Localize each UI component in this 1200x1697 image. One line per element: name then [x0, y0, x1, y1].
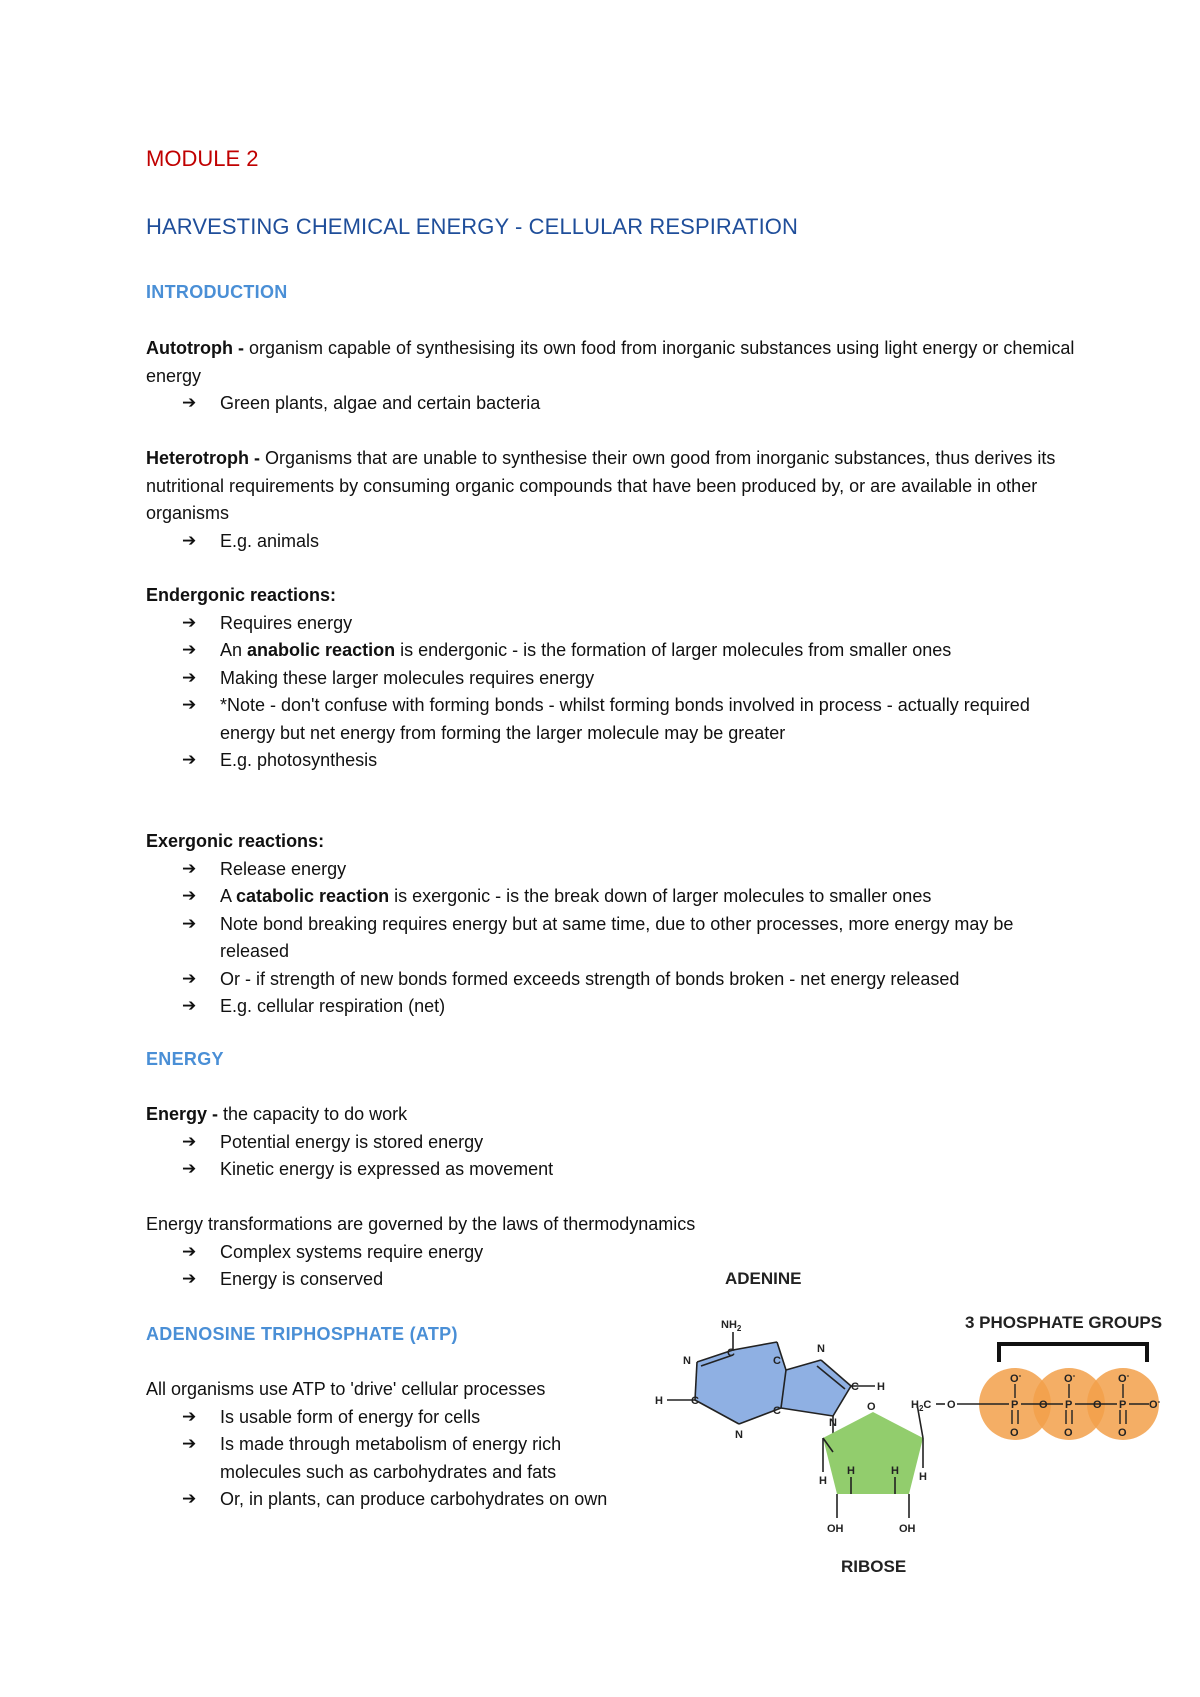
svg-text:O: O	[1064, 1427, 1073, 1439]
arrow-icon: ➔	[182, 667, 197, 688]
list-item: ➔ An anabolic reaction is endergonic - is the formation of larger molecules from smaller ones	[182, 637, 1086, 665]
list-item: ➔ Is made through metabolism of energy rich molecules such as carbohydrates and fats	[182, 1431, 646, 1486]
atp-list	[146, 1404, 646, 1514]
autotroph-text: organism capable of synthesising its own food from inorganic substances using light energy or chemical energy	[146, 338, 1075, 386]
svg-text:N: N	[683, 1355, 691, 1367]
list-item: ➔ Energy is conserved	[182, 1266, 1086, 1294]
list-item: ➔ Kinetic energy is expressed as movement	[182, 1156, 1086, 1184]
list-item: ➔ E.g. animals	[182, 528, 1086, 556]
endergonic-list	[146, 610, 1086, 775]
arrow-icon: ➔	[182, 913, 197, 934]
energy-types-list	[146, 1129, 1086, 1184]
arrow-icon: ➔	[182, 1269, 197, 1289]
arrow-icon: ➔	[182, 996, 197, 1016]
arrow-icon: ➔	[182, 640, 197, 660]
list-item: ➔ Making these larger molecules requires energy	[182, 665, 1086, 693]
arrow-icon: ➔	[182, 1434, 197, 1454]
thermodynamics-text: Energy transformations are governed by the laws of thermodynamics	[146, 1214, 696, 1234]
svg-text:NH2: $NH_2$	[721, 1319, 742, 1333]
heterotroph-block	[146, 445, 1086, 555]
atp-heading: ADENOSINE TRIPHOSPHATE (ATP)	[146, 1324, 458, 1344]
arrow-icon: ➔	[182, 530, 197, 551]
list-item: ➔ Or - if strength of new bonds formed exceeds strength of bonds broken - net energy released	[182, 966, 1086, 994]
list-item: ➔ A catabolic reaction is exergonic - is the break down of larger molecules to smaller ones	[182, 883, 1086, 911]
list-item: ➔ Is usable form of energy for cells	[182, 1404, 646, 1432]
ribose-label: RIBOSE	[841, 1557, 907, 1576]
phosphate-bracket	[999, 1344, 1147, 1362]
svg-text:N: N	[735, 1429, 743, 1441]
svg-text:P: P	[1011, 1399, 1019, 1411]
svg-text:P: P	[1119, 1399, 1127, 1411]
list-item: ➔ Potential energy is stored energy	[182, 1129, 1086, 1157]
arrow-icon: ➔	[182, 1131, 197, 1152]
arrow-icon: ➔	[182, 1241, 197, 1262]
list-item: ➔ Release energy	[182, 856, 1086, 884]
autotroph-block	[146, 335, 1086, 418]
endergonic-heading: Endergonic reactions:	[146, 585, 337, 605]
heterotroph-text: Organisms that are unable to synthesise their own good from inorganic substances, thus derives its nutritional requirements by consuming organic compounds that have been produced by, or are available in other organisms	[146, 448, 1056, 523]
svg-text:O-: O-	[1064, 1371, 1076, 1385]
arrow-icon: ➔	[182, 968, 197, 989]
catabolic-term: catabolic reaction	[236, 886, 390, 906]
svg-text:H: H	[655, 1395, 663, 1407]
module-heading: MODULE 2	[146, 146, 259, 171]
svg-text:H: H	[819, 1475, 827, 1487]
autotroph-definition	[146, 335, 1086, 390]
phosphate-groups-label: 3 PHOSPHATE GROUPS	[965, 1313, 1163, 1332]
svg-text:O: O	[947, 1399, 956, 1411]
svg-text:O-: O-	[1118, 1371, 1130, 1385]
svg-text:O-: O-	[1149, 1397, 1161, 1411]
arrow-icon: ➔	[182, 612, 197, 633]
adenine-label: ADENINE	[725, 1269, 802, 1288]
list-item: ➔ E.g. cellular respiration (net)	[182, 993, 1086, 1021]
endergonic-block	[146, 582, 1086, 775]
list-item: ➔ Green plants, algae and certain bacteria	[182, 390, 1086, 418]
svg-text:H: H	[847, 1465, 855, 1477]
arrow-icon: ➔	[182, 1159, 197, 1179]
heterotroph-term: Heterotroph -	[146, 448, 260, 468]
list-item: ➔ Or, in plants, can produce carbohydrates on own	[182, 1486, 646, 1514]
ribose-ring	[823, 1412, 923, 1494]
svg-text:OH: OH	[827, 1523, 844, 1535]
svg-text:H: H	[919, 1471, 927, 1483]
energy-term: Energy -	[146, 1104, 224, 1124]
energy-section	[146, 1049, 1086, 1070]
arrow-icon: ➔	[182, 858, 197, 879]
energy-definition: Energy - the capacity to do work	[146, 1104, 408, 1124]
list-item: ➔ *Note - don't confuse with forming bonds - whilst forming bonds involved in process - actually required energy but net energy from forming the larger molecule may be greater	[182, 692, 1086, 747]
energy-heading: ENERGY	[146, 1049, 224, 1069]
introduction-heading: INTRODUCTION	[146, 282, 288, 302]
autotroph-examples	[146, 390, 1086, 418]
svg-text:C: C	[773, 1355, 781, 1367]
heterotroph-examples	[146, 528, 1086, 556]
atp-structure-diagram	[655, 1262, 1175, 1580]
arrow-icon: ➔	[182, 1406, 197, 1427]
svg-text:O: O	[1039, 1399, 1048, 1411]
atp-block	[146, 1376, 646, 1514]
arrow-icon: ➔	[182, 750, 197, 770]
svg-text:N: N	[817, 1343, 825, 1355]
svg-text:O-: O-	[1010, 1371, 1022, 1385]
svg-text:O: O	[1118, 1427, 1127, 1439]
svg-text:C: C	[773, 1405, 781, 1417]
list-item: ➔ E.g. photosynthesis	[182, 747, 1086, 775]
heterotroph-definition	[146, 445, 1086, 528]
anabolic-term: anabolic reaction	[247, 640, 396, 660]
svg-text:C: C	[727, 1347, 735, 1359]
atp-intro: All organisms use ATP to 'drive' cellular processes	[146, 1379, 546, 1399]
svg-text:H: H	[877, 1381, 885, 1393]
svg-text:O: O	[1010, 1427, 1019, 1439]
svg-text:H: H	[891, 1465, 899, 1477]
svg-text:O: O	[1093, 1399, 1102, 1411]
list-item: ➔ Complex systems require energy	[182, 1239, 1086, 1267]
svg-text:P: P	[1065, 1399, 1073, 1411]
arrow-icon: ➔	[182, 1489, 197, 1509]
svg-text:OH: OH	[899, 1523, 916, 1535]
introduction-section	[146, 282, 1086, 303]
svg-text:C: C	[691, 1395, 699, 1407]
svg-text:N: N	[829, 1417, 837, 1429]
page-title: HARVESTING CHEMICAL ENERGY - CELLULAR RESPIRATION	[146, 214, 799, 239]
arrow-icon: ➔	[182, 393, 197, 413]
exergonic-heading: Exergonic reactions:	[146, 831, 325, 851]
atp-section	[146, 1324, 646, 1345]
list-item: ➔ Note bond breaking requires energy but at same time, due to other processes, more energy may be released	[182, 911, 1086, 966]
energy-definition-block	[146, 1101, 1086, 1184]
exergonic-block	[146, 828, 1086, 1021]
exergonic-list	[146, 856, 1086, 1021]
svg-text:H2C: $H_2C$	[911, 1399, 932, 1413]
arrow-icon: ➔	[182, 886, 197, 906]
svg-text:O: O	[867, 1401, 876, 1413]
autotroph-term: Autotroph -	[146, 338, 244, 358]
arrow-icon: ➔	[182, 695, 197, 715]
list-item: ➔ Requires energy	[182, 610, 1086, 638]
svg-text:C: C	[851, 1381, 859, 1393]
